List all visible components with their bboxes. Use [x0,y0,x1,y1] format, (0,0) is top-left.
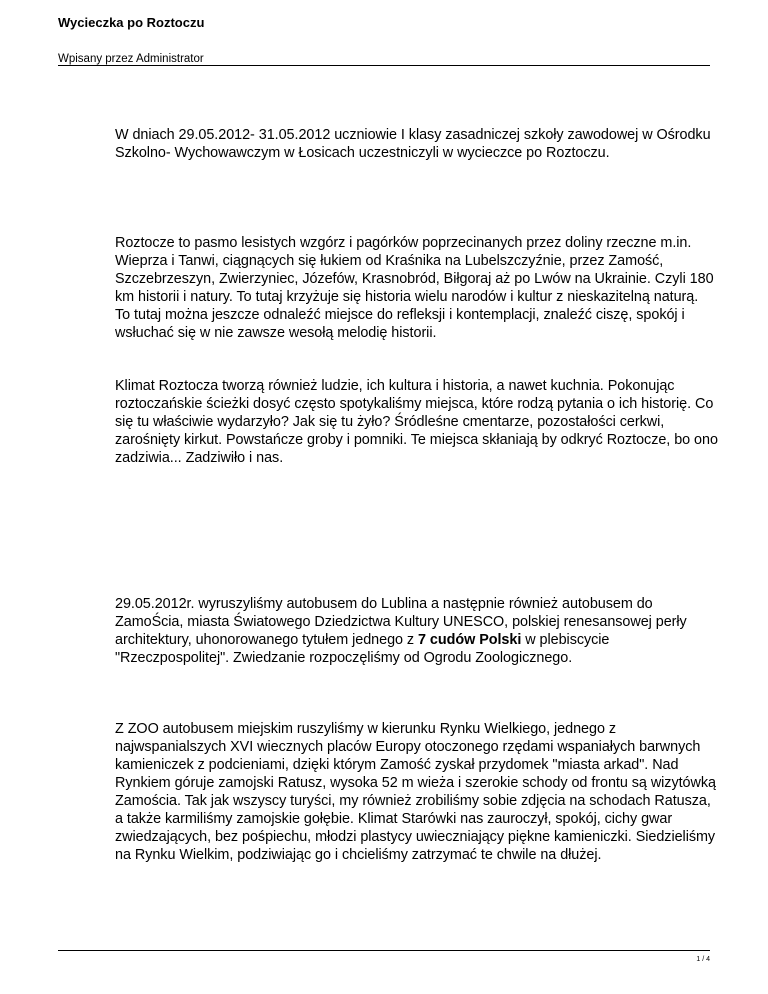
footer-divider [58,950,710,951]
text-line: Roztocze to pasmo lesistych wzgórz i pagórków poprzecinanych przez doliny rzeczne m.in. [115,235,692,251]
text-line [115,631,675,649]
paragraph-rynek [115,720,716,864]
header-divider [58,65,710,66]
text-line: Z ZOO autobusem miejskim ruszyliśmy w kierunku Rynku Wielkiego, jednego z [115,721,616,737]
bold-phrase: 7 cudów Polski [418,632,522,648]
paragraph-intro [115,126,711,162]
text-line: wsłuchać się w nie zawsze wesołą melodię historii. [115,325,437,341]
text-line: zadziwia... Zadziwiło i nas. [115,450,284,466]
text-line: ZamoŚcia, miasta Światowego Dziedzictwa Kultury UNESCO, polskiej renesansowej perły [115,614,687,630]
text-line: To tutaj można jeszcze odnaleźć miejsce do refleksji i kontemplacji, znaleźć ciszę, spokój i [115,307,685,323]
text-line: "Rzeczpospolitej". Zwiedzanie rozpoczęliśmy od Ogrodu Zoologicznego. [115,650,573,666]
text-line: zwiedzających, bez pośpiechu, młodzi plastycy uwieczniający piękne kamieniczki. Siedzieliśmy [115,829,716,845]
text-line: na Rynku Wielkim, podziwiając go i chcieliśmy zatrzymać te chwile na dłużej. [115,847,602,863]
text-line: zarośnięty kirkut. Powstańcze groby i pomniki. Te miejsca skłaniają by odkryć Roztocze, bo ono [115,432,718,448]
text-line: roztoczańskie ścieżki dosyć często spotykaliśmy miejsca, które rodzą pytania o ich historię. Co [115,396,714,412]
text-line: Szkolno- Wychowawczym w Łosicach uczestniczyli w wycieczce po Roztoczu. [115,145,610,161]
text-line: najwspanialszych XVI wiecznych placów Europy otoczonego rzędami wspaniałych barwnych [115,739,701,755]
text-line: Wieprza i Tanwi, ciągnących się łukiem od Kraśnika na Lubelszczyźnie, przez Zamość, [115,253,664,269]
article-title: Wycieczka po Roztoczu [58,15,205,30]
text-line: Zamościa. Tak jak wszyscy turyści, my również zrobiliśmy sobie zdjęcia na schodach Ratusza, [115,793,711,809]
text-line: Klimat Roztocza tworzą również ludzie, ich kultura i historia, a nawet kuchnia. Pokonując [115,378,675,394]
author-line: Wpisany przez Administrator [58,53,204,65]
text-run: w plebiscycie [521,632,610,648]
paragraph-zamosc [115,595,687,667]
page-header [58,14,710,67]
text-line: kamieniczek z podcieniami, dzięki którym Zamość zyskał przydomek "miasta arkad". Nad [115,757,679,773]
text-line: Szczebrzeszyn, Zwierzyniec, Józefów, Krasnobród, Biłgoraj aż po Lwów na Ukrainie. Czyli 180 [115,271,714,287]
paragraph-roztocze [115,234,714,342]
text-line: W dniach 29.05.2012- 31.05.2012 uczniowie I klasy zasadniczej szkoły zawodowej w Ośrodku [115,127,711,143]
text-line: Rynkiem góruje zamojski Ratusz, wysoka 52 m wieża i szerokie schody od frontu są wizytówką [115,775,716,791]
page-number: 1 / 4 [696,956,710,963]
text-run: architektury, uhonorowanego tytułem jednego z [115,632,419,648]
text-line: km historii i natury. To tutaj krzyżuje się historia wielu narodów i kultur z nieskazitelną naturą. [115,289,699,305]
text-line: 29.05.2012r. wyruszyliśmy autobusem do Lublina a następnie również autobusem do [115,596,653,612]
paragraph-klimat [115,377,718,467]
text-line: a także karmiliśmy zamojskie gołębie. Klimat Starówki nas zauroczył, spokój, cichy gwar [115,811,673,827]
text-line: się tu właściwie wydarzyło? Jak się tu żyło? Śródleśne cmentarze, pozostałości cerkwi, [115,414,665,430]
